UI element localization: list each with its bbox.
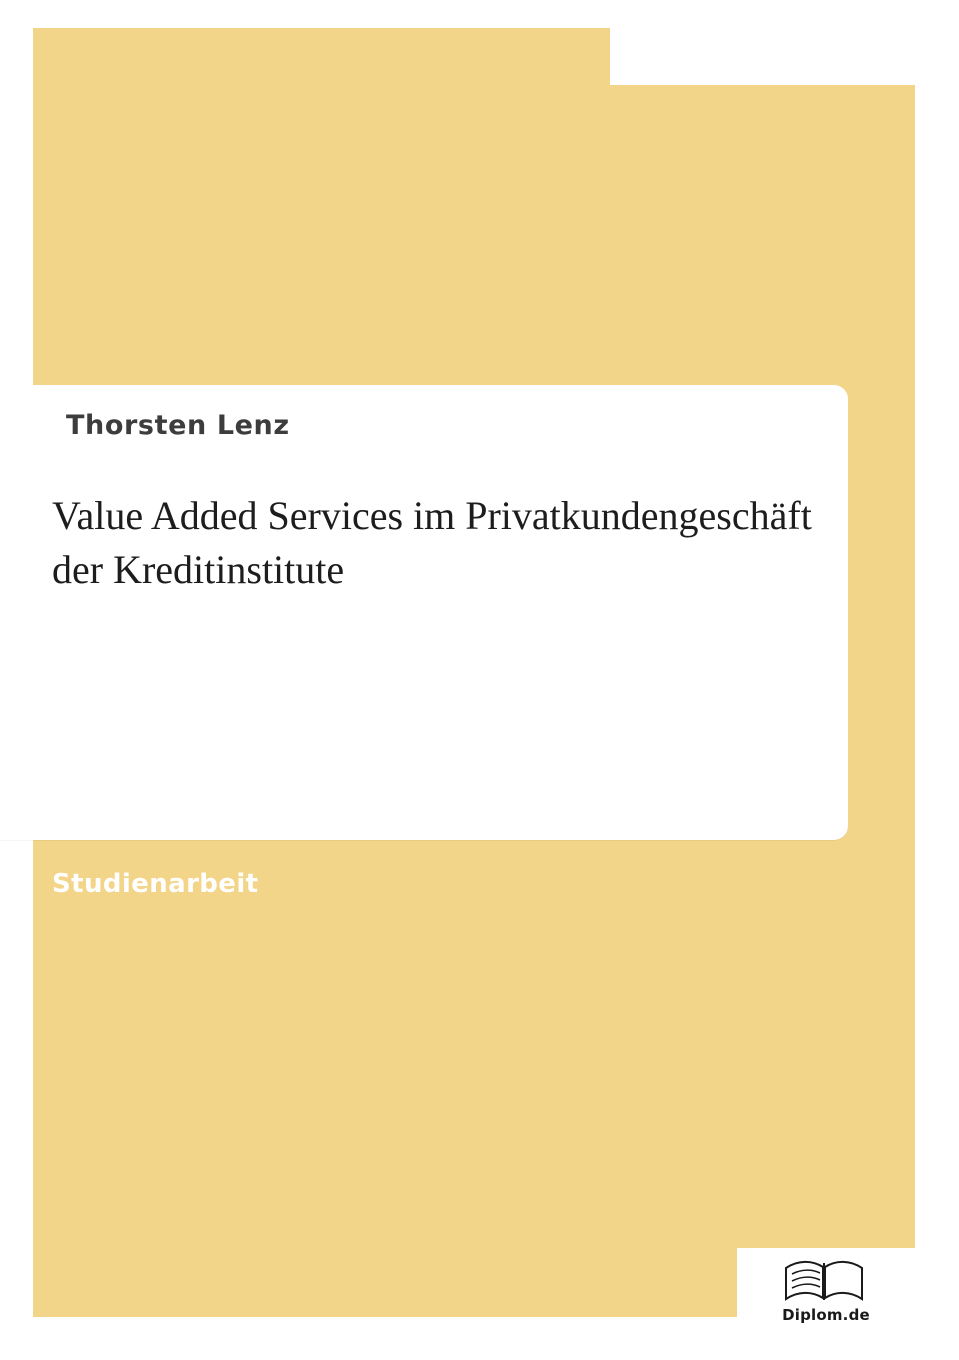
- open-book-icon: [778, 1254, 874, 1304]
- author-name: Thorsten Lenz: [66, 410, 290, 441]
- cover-folder-tab-shape: [33, 28, 610, 88]
- title-card: [0, 385, 848, 840]
- category-label: Wirtschaft: [776, 38, 915, 71]
- page-title: Value Added Services im Privatkundengeschäft der Kreditinstitute: [52, 493, 812, 592]
- document-type-label: Studienarbeit: [52, 869, 259, 899]
- publisher-logo: [737, 1248, 915, 1338]
- publisher-name: Diplom.de: [782, 1306, 870, 1324]
